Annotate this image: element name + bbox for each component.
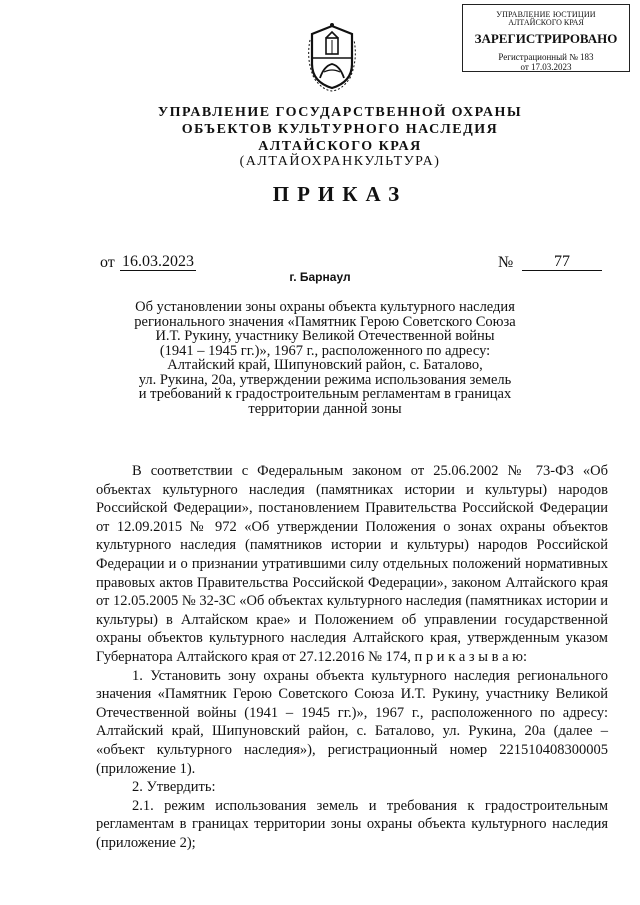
subject-line: регионального значения «Памятник Герою Советского Союза (134, 313, 516, 330)
subject-line: территории данной зоны (248, 400, 402, 417)
subject-line: Алтайский край, Шипуновский район, с. Баталово, (167, 357, 483, 373)
order-directive-word: п р и к а з ы в а ю: (414, 648, 528, 665)
number-label: № (498, 254, 514, 271)
header-line-2: ОБЪЕКТОВ КУЛЬТУРНОГО НАСЛЕДИЯ (181, 122, 499, 137)
subject-line: ул. Рукина, 20а, утверждении режима использования земель (138, 371, 512, 388)
altai-krai-coat-of-arms-icon (304, 20, 360, 92)
clause-1: 1. Установить зону охраны объекта культурного наследия регионального значения «Памятник Герою Советского Союза И.Т. Рукину, участнику Великой Отечественной войны (1941 – 1945 гг.)», 1967 г., расположенного по адресу: Алтайский край, Шипуновский район, с. Баталово, ул. Рукина, 20а (далее – «объект культурного наследия»), регистрационный номер 221510408300005 (приложение 1). (96, 667, 608, 777)
subject-line: И.Т. Рукину, участнику Великой Отечественной войны (155, 328, 495, 344)
registration-stamp (462, 4, 630, 72)
clause-2: 2. Утвердить: (132, 779, 216, 796)
stamp-registration-number: Регистрационный № 183 (498, 52, 594, 62)
stamp-registration-date: от 17.03.2023 (520, 62, 572, 72)
city: г. Барнаул (289, 270, 351, 284)
order-date: 16.03.2023 (122, 253, 194, 270)
stamp-agency-line1: УПРАВЛЕНИЕ ЮСТИЦИИ (496, 10, 596, 19)
subject-line: (1941 – 1945 гг.)», 1967 г., расположенного по адресу: (159, 342, 491, 359)
order-number: 77 (522, 254, 602, 271)
order-subject (108, 300, 542, 416)
order-body (96, 462, 608, 852)
subject-line: Об установлении зоны охраны объекта культурного наследия (135, 299, 515, 315)
preamble-text: В соответствии с Федеральным законом от 25.06.2002 № 73-ФЗ «Об объектах культурного наследия (памятниках истории и культуры) народов Российской Федерации», постановлением Правительства Российской Федерации от 12.09.2015 № 972 «Об утверждении Положения о зонах охраны объектов культурного наследия (памятников истории и культуры) народов Российской Федерации и о признании утратившими силу отдельных положений нормативных правовых актов Правительства Российской Федерации», законом Алтайского края от 12.05.2005 № 32-ЗС «Об объектах культурного наследия (памятниках истории и культуры) в Алтайском крае» и Положением об управлении государственной охраны объектов культурного наследия Алтайского края, утвержденным указом Губернатора Алтайского края от 27.12.2016 № 174, (96, 463, 608, 665)
header-line-1: УПРАВЛЕНИЕ ГОСУДАРСТВЕННОЙ ОХРАНЫ (157, 105, 523, 120)
subject-line: и требований к градостроительным регламентам в границах (138, 386, 512, 402)
preamble-paragraph (96, 462, 608, 667)
header-agency-short-name: (АЛТАЙОХРАНКУЛЬТУРА) (239, 154, 441, 169)
date-label: от (100, 254, 115, 271)
header-line-3: АЛТАЙСКОГО КРАЯ (258, 139, 422, 154)
stamp-title: ЗАРЕГИСТРИРОВАНО (474, 31, 618, 46)
stamp-agency-line2: АЛТАЙСКОГО КРАЯ (508, 18, 584, 27)
clause-2-1: 2.1. режим использования земель и требования к градостроительным регламентам в границах территории зоны охраны объекта культурного наследия (приложение 2); (96, 797, 608, 851)
document-title: ПРИКАЗ (272, 182, 408, 206)
